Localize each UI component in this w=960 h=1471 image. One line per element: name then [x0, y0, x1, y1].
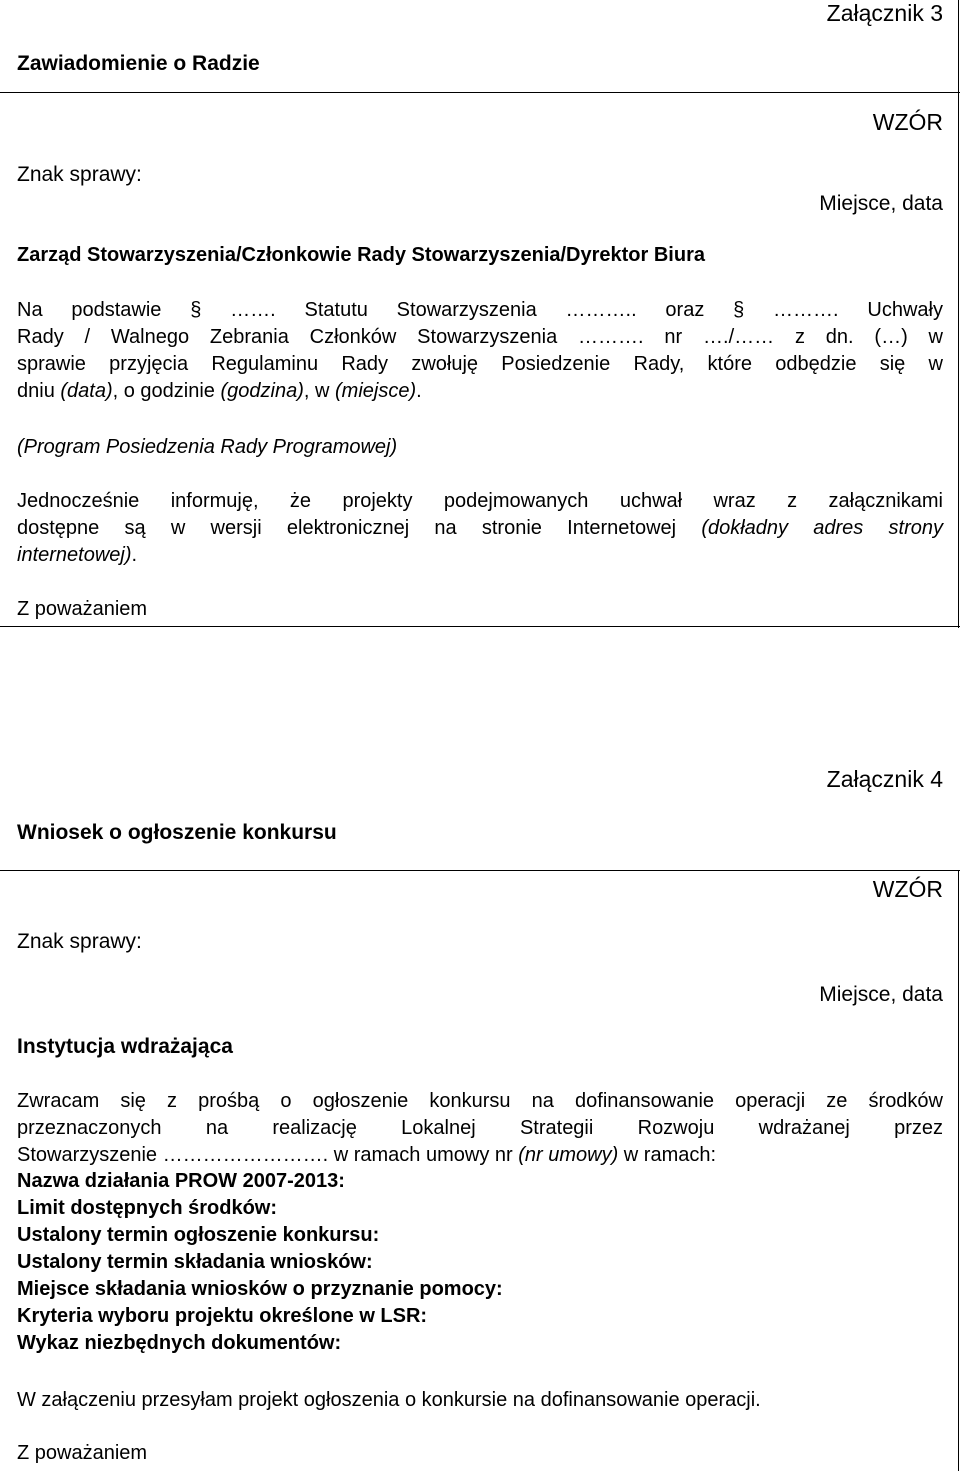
notice-line-2: Rady / Walnego Zebrania Członków Stowarzyszenia ………. nr …./…… z dn. (…) w: [17, 326, 943, 348]
document-title-request: Wniosek o ogłoszenie konkursu: [17, 821, 337, 844]
closing-regards-2: Z poważaniem: [17, 1442, 148, 1464]
place-date-label-2: Miejsce, data: [819, 983, 943, 1006]
field-submission-place: Miejsce składania wniosków o przyznanie pomocy:: [17, 1278, 503, 1300]
notice-line-4: dniu (data), o godzinie (godzina), w (miejsce).: [17, 380, 422, 402]
field-announcement-date: Ustalony termin ogłoszenie konkursu:: [17, 1224, 380, 1246]
attachment-label-3: Załącznik 3: [826, 0, 943, 26]
implementing-institution: Instytucja wdrażająca: [17, 1035, 233, 1058]
field-selection-criteria: Kryteria wyboru projektu określone w LSR:: [17, 1305, 428, 1327]
field-required-documents: Wykaz niezbędnych dokumentów:: [17, 1332, 342, 1354]
documents-line-1: Jednocześnie informuję, że projekty podejmowanych uchwał wraz z załącznikami: [17, 490, 943, 512]
request-paragraph: [17, 1088, 943, 1169]
template-label-2: WZÓR: [872, 876, 943, 902]
addressee-line: Zarząd Stowarzyszenia/Członkowie Rady Stowarzyszenia/Dyrektor Biura: [17, 244, 705, 266]
request-line-1: Zwracam się z prośbą o ogłoszenie konkursu na dofinansowanie operacji ze środków: [17, 1090, 943, 1112]
field-funds-limit: Limit dostępnych środków:: [17, 1197, 278, 1219]
notice-line-3: sprawie przyjęcia Regulaminu Rady zwołuję Posiedzenie Rady, które odbędzie się w: [17, 353, 943, 375]
case-number-label-2: Znak sprawy:: [17, 930, 142, 953]
page1-bottom-divider: [0, 626, 960, 627]
place-date-label: Miejsce, data: [819, 192, 943, 215]
enclosure-line: W załączeniu przesyłam projekt ogłoszenia o konkursie na dofinansowanie operacji.: [17, 1389, 761, 1411]
meeting-program: (Program Posiedzenia Rady Programowej): [17, 436, 398, 458]
closing-regards: Z poważaniem: [17, 598, 148, 620]
case-number-label: Znak sprawy:: [17, 163, 142, 186]
field-submission-date: Ustalony termin składania wniosków:: [17, 1251, 373, 1273]
document-title-notice: Zawiadomienie o Radzie: [17, 52, 260, 75]
request-line-2: przeznaczonych na realizację Lokalnej Strategii Rozwoju wdrażanej przez: [17, 1117, 943, 1139]
attachment-label-4: Załącznik 4: [826, 766, 943, 792]
contest-fields-list: [17, 1168, 503, 1357]
documents-line-3: internetowej).: [17, 544, 138, 566]
notice-paragraph: [17, 297, 943, 405]
top-divider: [0, 92, 960, 93]
field-action-name: Nazwa działania PROW 2007-2013:: [17, 1170, 345, 1192]
page2-right-border: [958, 870, 959, 1471]
template-label: WZÓR: [872, 109, 943, 135]
documents-paragraph: [17, 488, 943, 569]
documents-line-2: dostępne są w wersji elektronicznej na stronie Internetowej (dokładny adres strony: [17, 517, 943, 539]
request-line-3: Stowarzyszenie ……………………. w ramach umowy nr (nr umowy) w ramach:: [17, 1144, 717, 1166]
page1-right-border: [958, 0, 959, 628]
page2-top-divider: [0, 870, 960, 871]
notice-line-1: Na podstawie § ……. Statutu Stowarzyszenia ……….. oraz § ………. Uchwały: [17, 299, 943, 321]
